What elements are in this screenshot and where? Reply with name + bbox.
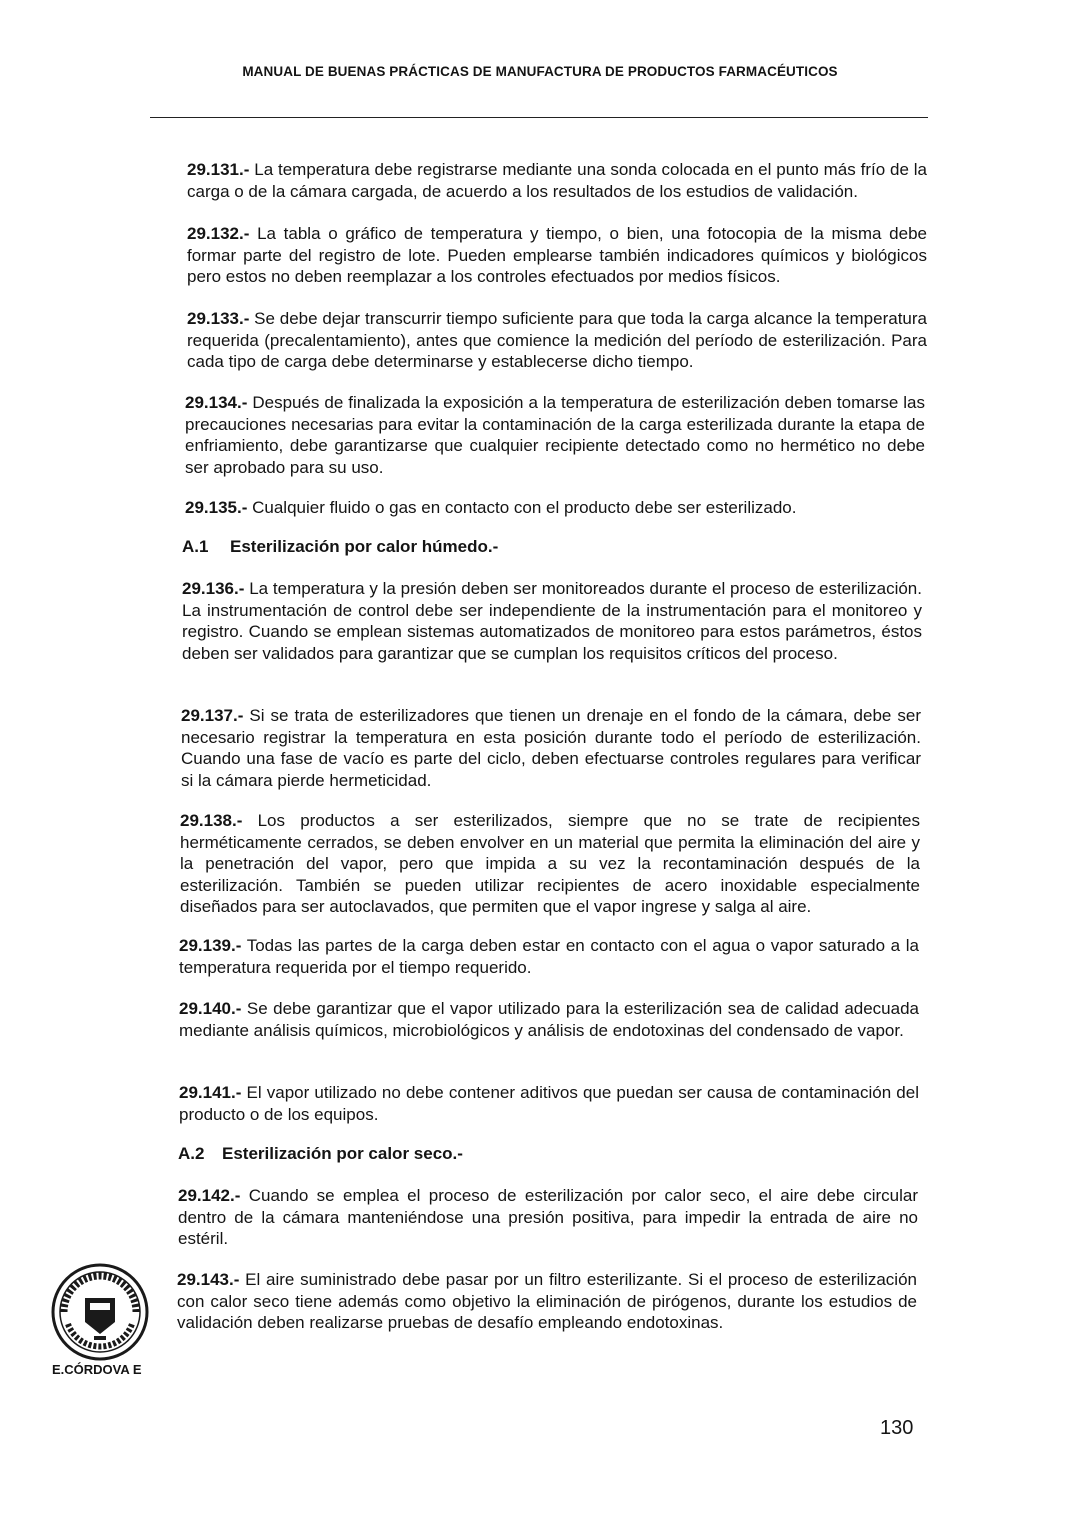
paragraph-29-142	[178, 1185, 918, 1250]
paragraph-text: La temperatura debe registrarse mediante una sonda colocada en el punto más frío de la carga o de la cámara cargada, de acuerdo a los resultados de los estudios de validación.	[187, 160, 927, 201]
section-heading-a1	[182, 537, 498, 557]
paragraph-number: 29.143.-	[177, 1270, 240, 1289]
paragraph-29-139	[179, 935, 919, 978]
section-title: Esterilización por calor húmedo.-	[230, 537, 499, 556]
paragraph-29-132	[187, 223, 927, 288]
paragraph-number: 29.136.-	[182, 579, 245, 598]
paragraph-text: Los productos a ser esterilizados, siempre que no se trate de recipientes herméticamente cerrados, se deben envolver en un material que permita la eliminación del aire y la penetración del vapor, pero que impida a su vez la recontaminación después de la esterilización. También se pueden utilizar recipientes de acero inoxidable especialmente diseñados para ser autoclavados, que permiten que el vapor ingrese y salga al aire.	[180, 811, 920, 916]
paragraph-number: 29.140.-	[179, 999, 242, 1018]
header-rule	[150, 117, 928, 118]
paragraph-29-141	[179, 1082, 919, 1125]
paragraph-29-133	[187, 308, 927, 373]
paragraph-text: El vapor utilizado no debe contener aditivos que puedan ser causa de contaminación del producto o de los equipos.	[179, 1083, 919, 1124]
paragraph-29-131	[187, 159, 927, 202]
page-header: MANUAL DE BUENAS PRÁCTICAS DE MANUFACTURA DE PRODUCTOS FARMACÉUTICOS	[242, 64, 838, 79]
paragraph-text: Se debe dejar transcurrir tiempo suficiente para que toda la carga alcance la temperatura requerida (precalentamiento), antes que comience la medición del período de esterilización. Para cada tipo de carga debe determinarse y establecerse dicho tiempo.	[187, 309, 927, 371]
paragraph-text: La temperatura y la presión deben ser monitoreados durante el proceso de esterilización. La instrumentación de control debe ser independiente de la instrumentación para el monitoreo y registro. Cuando se emplean sistemas automatizados de monitoreo para estos parámetros, éstos deben ser validados para garantizar que se cumplan los requisitos críticos del proceso.	[182, 579, 922, 663]
section-number: A.2	[178, 1144, 205, 1163]
paragraph-text: Se debe garantizar que el vapor utilizado para la esterilización sea de calidad adecuada mediante análisis químicos, microbiológicos y análisis de endotoxinas del condensado de vapor.	[179, 999, 919, 1040]
paragraph-29-134	[185, 392, 925, 478]
paragraph-text: La tabla o gráfico de temperatura y tiempo, o bien, una fotocopia de la misma debe formar parte del registro de lote. Pueden emplearse también indicadores químicos y biológicos pero estos no deben reemplazar a los controles efectuados por medios físicos.	[187, 224, 927, 286]
section-number: A.1	[182, 537, 209, 556]
paragraph-number: 29.141.-	[179, 1083, 242, 1102]
signature-name: E.CÓRDOVA E	[52, 1362, 142, 1377]
paragraph-29-140	[179, 998, 919, 1041]
paragraph-29-137	[181, 705, 921, 791]
paragraph-number: 29.133.-	[187, 309, 250, 328]
paragraph-text: Después de finalizada la exposición a la temperatura de esterilización deben tomarse las precauciones necesarias para evitar la contaminación de la carga esterilizada durante la etapa de enfriamiento, debe garantizarse que cualquier recipiente detectado como no hermético no debe ser aprobado para su uso.	[185, 393, 925, 477]
paragraph-number: 29.142.-	[178, 1186, 241, 1205]
paragraph-number: 29.137.-	[181, 706, 244, 725]
paragraph-number: 29.139.-	[179, 936, 242, 955]
paragraph-number: 29.131.-	[187, 160, 250, 179]
official-seal-icon	[50, 1262, 150, 1362]
section-title: Esterilización por calor seco.-	[222, 1144, 463, 1163]
paragraph-text: Todas las partes de la carga deben estar en contacto con el agua o vapor saturado a la temperatura requerida por el tiempo requerido.	[179, 936, 919, 977]
paragraph-number: 29.138.-	[180, 811, 243, 830]
paragraph-29-138	[180, 810, 920, 918]
page-number: 130	[880, 1417, 914, 1439]
paragraph-29-135	[185, 497, 925, 519]
paragraph-29-136	[182, 578, 922, 664]
paragraph-text: Cualquier fluido o gas en contacto con el producto debe ser esterilizado.	[247, 498, 797, 517]
paragraph-text: El aire suministrado debe pasar por un filtro esterilizante. Si el proceso de esterilización con calor seco tiene además como objetivo la eliminación de pirógenos, durante los estudios de validación deben realizarse pruebas de desafío empleando endotoxinas.	[177, 1270, 917, 1332]
paragraph-text: Cuando se emplea el proceso de esterilización por calor seco, el aire debe circular dentro de la cámara manteniéndose una presión positiva, para impedir la entrada de aire no estéril.	[178, 1186, 918, 1248]
section-heading-a2	[178, 1144, 463, 1164]
paragraph-number: 29.134.-	[185, 393, 248, 412]
paragraph-number: 29.132.-	[187, 224, 250, 243]
paragraph-29-143	[177, 1269, 917, 1334]
paragraph-text: Si se trata de esterilizadores que tienen un drenaje en el fondo de la cámara, debe ser necesario registrar la temperatura en esta posición durante todo el período de esterilización. Cuando una fase de vacío es parte del ciclo, deben efectuarse controles regulares para verificar si la cámara pierde hermeticidad.	[181, 706, 921, 790]
paragraph-number: 29.135.-	[185, 498, 248, 517]
